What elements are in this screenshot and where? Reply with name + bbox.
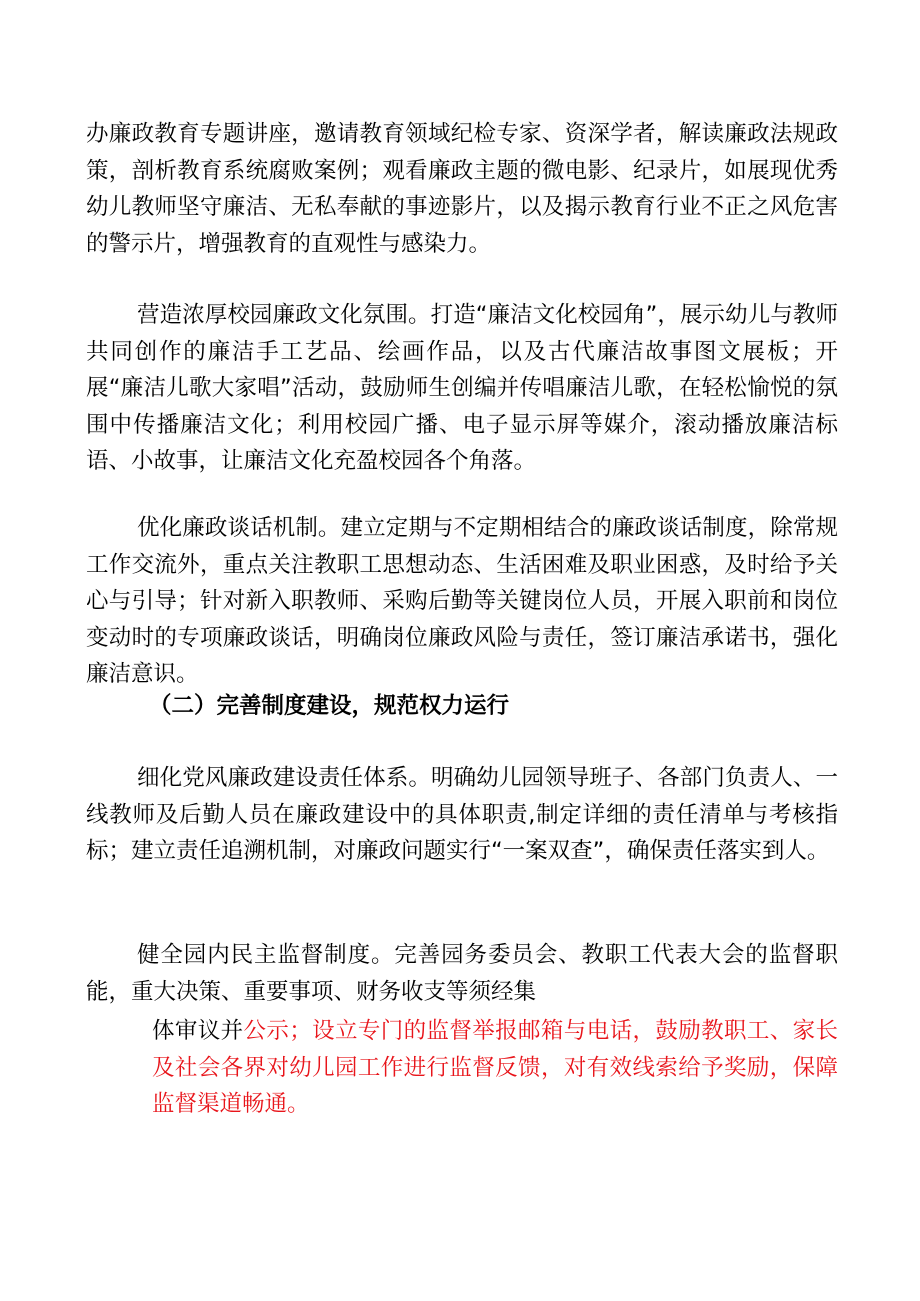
continued-text: 体审议并	[152, 1018, 244, 1044]
paragraph-responsibility-system: 细化党风廉政建设责任体系。明确幼儿园领导班子、各部门负责人、一线教师及后勤人员在廉政建设中的具体职责,制定详细的责任清单与考核指标；建立责任追溯机制，对廉政问题实行“一案双查”，确保责任落实到人。	[86, 765, 838, 864]
paragraph-lecture-education: 办廉政教育专题讲座，邀请教育领域纪检专家、资深学者，解读廉政法规政策，剖析教育系统腐败案例；观看廉政主题的微电影、纪录片，如展现优秀幼儿教师坚守廉洁、无私奉献的事迹影片，以及揭示教育行业不正之风危害的警示片，增强教育的直观性与感染力。	[86, 121, 838, 257]
highlighted-text: 公示；设立专门的监督举报邮箱与电话，鼓励教职工、家长及社会各界对幼儿园工作进行监督反馈，对有效线索给予奖励，保障监督渠道畅通。	[152, 1018, 838, 1117]
paragraph-talk-mechanism: 优化廉政谈话机制。建立定期与不定期相结合的廉政谈话制度，除常规工作交流外，重点关注教职工思想动态、生活困难及职业困惑，及时给予关心与引导；针对新入职教师、采购后勤等关键岗位人员，开展入职前和岗位变动时的专项廉政谈话，明确岗位廉政风险与责任，签订廉洁承诺书，强化廉洁意识。	[86, 515, 838, 687]
paragraph-supervision-system: 健全园内民主监督制度。完善园务委员会、教职工代表大会的监督职能，重大决策、重要事项、财务收支等须经集	[86, 942, 838, 1005]
paragraph-supervision-continued	[152, 1013, 838, 1123]
section-heading: （二）完善制度建设，规范权力运行	[149, 693, 510, 719]
paragraph-campus-culture: 营造浓厚校园廉政文化氛围。打造“廉洁文化校园角”，展示幼儿与教师共同创作的廉洁手工艺品、绘画作品，以及古代廉洁故事图文展板；开展“廉洁儿歌大家唱”活动，鼓励师生创编并传唱廉洁儿歌，在轻松愉悦的氛围中传播廉洁文化；利用校园广播、电子显示屏等媒介，滚动播放廉洁标语、小故事，让廉洁文化充盈校园各个角落。	[86, 302, 838, 474]
